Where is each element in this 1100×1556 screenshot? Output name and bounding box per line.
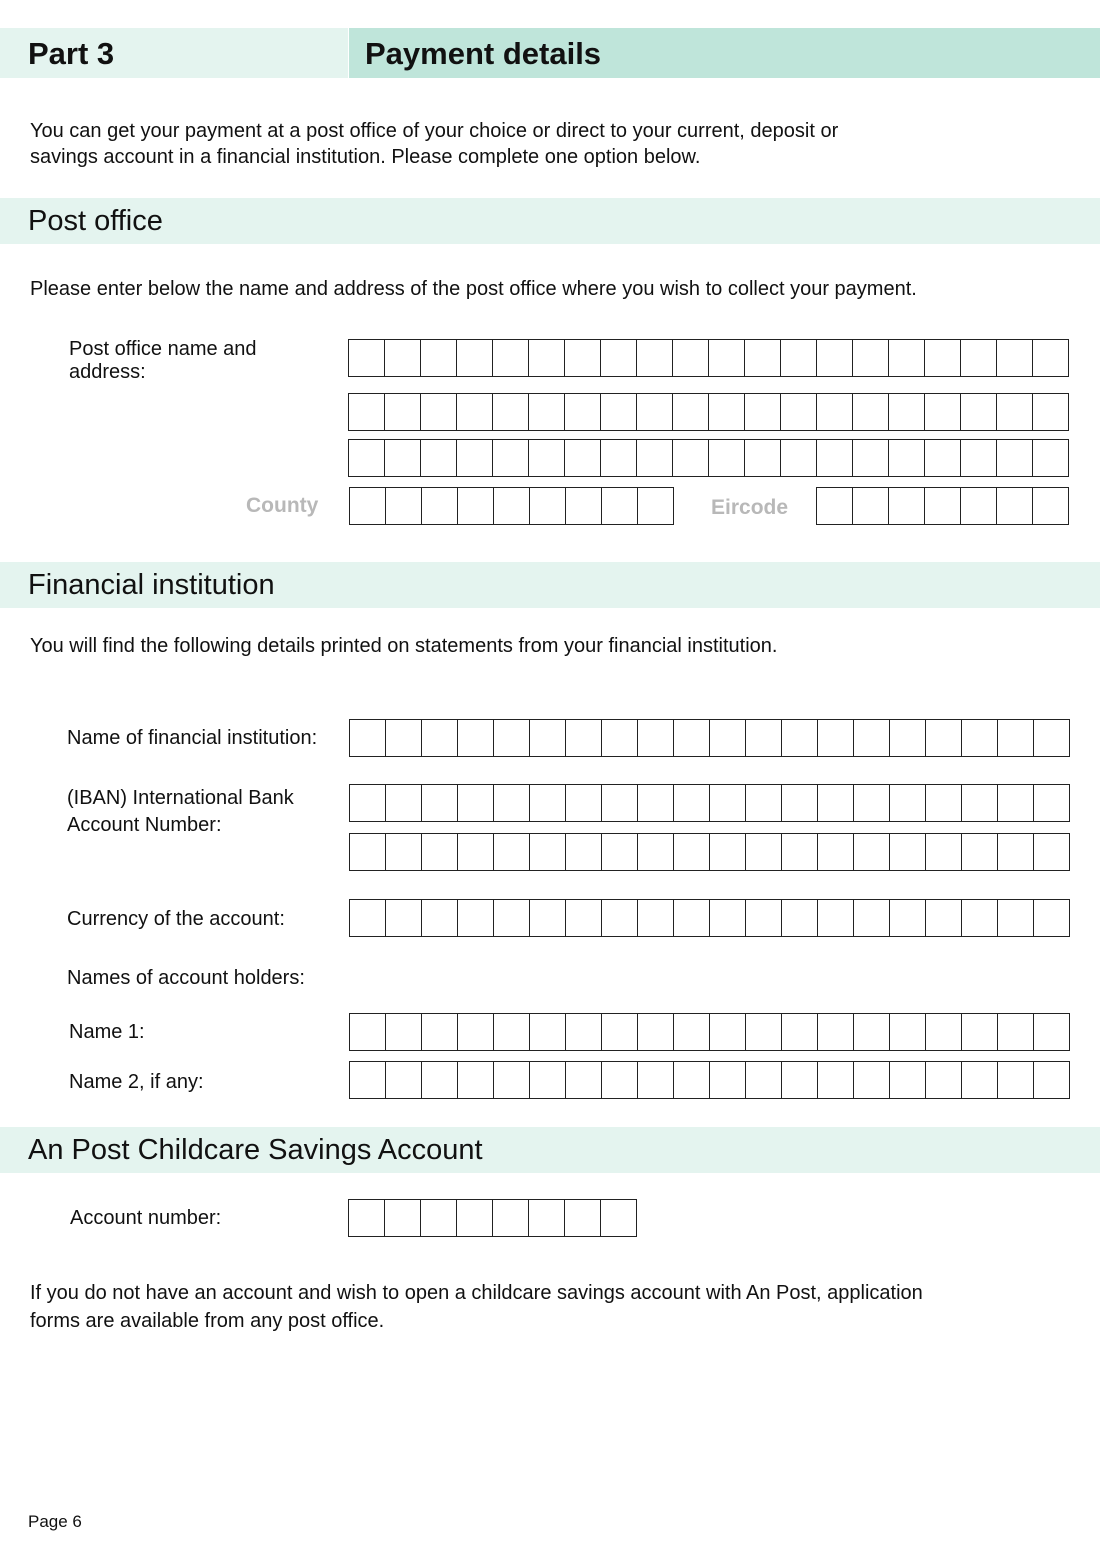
name1-field-char-box[interactable]	[962, 1014, 998, 1050]
currency-field-char-box[interactable]	[422, 900, 458, 936]
iban-field-line-1[interactable]	[349, 784, 1070, 822]
financial-name-field-char-box[interactable]	[818, 720, 854, 756]
intro-line-1: You can get your payment at a post office of your choice or direct to your current, deposit or	[30, 120, 839, 142]
eircode-field[interactable]	[816, 487, 1069, 525]
name2-field-char-box[interactable]	[818, 1062, 854, 1098]
post-office-address-line-2-char-box[interactable]	[961, 394, 997, 430]
post-office-address-line-1-char-box[interactable]	[349, 340, 385, 376]
post-office-address-line-2-char-box[interactable]	[889, 394, 925, 430]
post-office-address-line-3-char-box[interactable]	[349, 440, 385, 476]
post-office-address-line-1-char-box[interactable]	[781, 340, 817, 376]
post-office-address-line-2[interactable]	[348, 393, 1069, 431]
currency-field-char-box[interactable]	[530, 900, 566, 936]
eircode-field-char-box[interactable]	[997, 488, 1033, 524]
post-office-address-line-3-char-box[interactable]	[853, 440, 889, 476]
iban-field-line-2-char-box[interactable]	[674, 834, 710, 870]
currency-field-char-box[interactable]	[602, 900, 638, 936]
childcare-note-line-2: forms are available from any post office.	[30, 1310, 385, 1332]
financial-name-field-char-box[interactable]	[386, 720, 422, 756]
childcare-account-field-char-box[interactable]	[385, 1200, 421, 1236]
childcare-account-field-char-box[interactable]	[493, 1200, 529, 1236]
financial-name-field-char-box[interactable]	[494, 720, 530, 756]
iban-field-line-2-char-box[interactable]	[602, 834, 638, 870]
childcare-account-field-char-box[interactable]	[529, 1200, 565, 1236]
name1-field-char-box[interactable]	[854, 1014, 890, 1050]
post-office-address-line-3-char-box[interactable]	[781, 440, 817, 476]
county-field-char-box[interactable]	[638, 488, 674, 524]
eircode-field-char-box[interactable]	[1033, 488, 1069, 524]
post-office-address-line-1-char-box[interactable]	[637, 340, 673, 376]
name2-field-char-box[interactable]	[1034, 1062, 1070, 1098]
post-office-address-line-2-char-box[interactable]	[853, 394, 889, 430]
iban-field-line-1-char-box[interactable]	[710, 785, 746, 821]
financial-name-field-char-box[interactable]	[602, 720, 638, 756]
iban-field-line-1-char-box[interactable]	[566, 785, 602, 821]
name2-label: Name 2, if any:	[69, 1071, 204, 1093]
name2-field-char-box[interactable]	[458, 1062, 494, 1098]
financial-name-field-char-box[interactable]	[962, 720, 998, 756]
post-office-address-line-2-char-box[interactable]	[925, 394, 961, 430]
intro-line-2: savings account in a financial institution. Please complete one option below.	[30, 146, 701, 168]
iban-label-line-1: (IBAN) International Bank	[67, 787, 294, 809]
post-office-address-line-1-char-box[interactable]	[709, 340, 745, 376]
eircode-field-char-box[interactable]	[889, 488, 925, 524]
name2-field-char-box[interactable]	[350, 1062, 386, 1098]
iban-field-line-2-char-box[interactable]	[566, 834, 602, 870]
name2-field-char-box[interactable]	[962, 1062, 998, 1098]
name2-field-char-box[interactable]	[386, 1062, 422, 1098]
name2-field-char-box[interactable]	[422, 1062, 458, 1098]
financial-name-field-char-box[interactable]	[710, 720, 746, 756]
iban-field-line-1-char-box[interactable]	[386, 785, 422, 821]
post-office-address-line-1-char-box[interactable]	[997, 340, 1033, 376]
name2-field[interactable]	[349, 1061, 1070, 1099]
financial-name-label: Name of financial institution:	[67, 727, 318, 749]
name2-field-char-box[interactable]	[746, 1062, 782, 1098]
financial-name-field-char-box[interactable]	[782, 720, 818, 756]
iban-field-line-1-char-box[interactable]	[998, 785, 1034, 821]
post-office-address-line-3-char-box[interactable]	[961, 440, 997, 476]
iban-field-line-1-char-box[interactable]	[962, 785, 998, 821]
currency-field-char-box[interactable]	[746, 900, 782, 936]
iban-field-line-2-char-box[interactable]	[638, 834, 674, 870]
financial-heading: Financial institution	[28, 569, 275, 601]
financial-instruction: You will find the following details printed on statements from your financial institution.	[30, 635, 778, 657]
name1-field-char-box[interactable]	[422, 1014, 458, 1050]
post-office-address-line-1-char-box[interactable]	[565, 340, 601, 376]
iban-field-line-2-char-box[interactable]	[422, 834, 458, 870]
post-office-address-line-1-char-box[interactable]	[457, 340, 493, 376]
post-office-address-line-3-char-box[interactable]	[457, 440, 493, 476]
post-office-address-line-2-char-box[interactable]	[637, 394, 673, 430]
post-office-address-line-3-char-box[interactable]	[1033, 440, 1069, 476]
financial-name-field-char-box[interactable]	[638, 720, 674, 756]
financial-name-field-char-box[interactable]	[1034, 720, 1070, 756]
post-office-address-line-1-char-box[interactable]	[817, 340, 853, 376]
name1-field-char-box[interactable]	[494, 1014, 530, 1050]
eircode-field-char-box[interactable]	[925, 488, 961, 524]
post-office-address-line-3-char-box[interactable]	[421, 440, 457, 476]
county-label: County	[246, 494, 319, 517]
iban-field-line-1-char-box[interactable]	[746, 785, 782, 821]
currency-field-char-box[interactable]	[566, 900, 602, 936]
post-office-label-line-1: Post office name and	[69, 338, 257, 360]
iban-field-line-1-char-box[interactable]	[674, 785, 710, 821]
post-office-address-line-1-char-box[interactable]	[601, 340, 637, 376]
page-title: Payment details	[365, 36, 602, 71]
post-office-address-line-1-char-box[interactable]	[853, 340, 889, 376]
currency-label: Currency of the account:	[67, 908, 285, 930]
currency-field-char-box[interactable]	[890, 900, 926, 936]
post-office-address-line-2-char-box[interactable]	[349, 394, 385, 430]
iban-field-line-2[interactable]	[349, 833, 1070, 871]
iban-field-line-2-char-box[interactable]	[350, 834, 386, 870]
iban-field-line-2-char-box[interactable]	[962, 834, 998, 870]
name1-field[interactable]	[349, 1013, 1070, 1051]
county-field-char-box[interactable]	[386, 488, 422, 524]
name1-field-char-box[interactable]	[710, 1014, 746, 1050]
financial-name-field-char-box[interactable]	[530, 720, 566, 756]
childcare-account-field-char-box[interactable]	[421, 1200, 457, 1236]
iban-field-line-2-char-box[interactable]	[458, 834, 494, 870]
name1-field-char-box[interactable]	[386, 1014, 422, 1050]
iban-label	[67, 785, 294, 839]
part-title-cell	[349, 28, 1100, 78]
post-office-address-line-3-char-box[interactable]	[565, 440, 601, 476]
childcare-account-field-char-box[interactable]	[601, 1200, 637, 1236]
financial-name-field-char-box[interactable]	[746, 720, 782, 756]
name2-field-char-box[interactable]	[998, 1062, 1034, 1098]
name1-label: Name 1:	[69, 1021, 145, 1043]
currency-field-char-box[interactable]	[350, 900, 386, 936]
financial-name-field-char-box[interactable]	[926, 720, 962, 756]
currency-field-char-box[interactable]	[926, 900, 962, 936]
childcare-note-line-1: If you do not have an account and wish to open a childcare savings account with An Post, application	[30, 1282, 923, 1304]
name1-field-char-box[interactable]	[674, 1014, 710, 1050]
post-office-address-line-1-char-box[interactable]	[529, 340, 565, 376]
iban-field-line-1-char-box[interactable]	[1034, 785, 1070, 821]
part-label-cell	[0, 28, 348, 78]
post-office-address-line-1-char-box[interactable]	[421, 340, 457, 376]
post-office-address-line-3-char-box[interactable]	[745, 440, 781, 476]
post-office-address-line-3-char-box[interactable]	[493, 440, 529, 476]
post-office-address-line-3-char-box[interactable]	[385, 440, 421, 476]
post-office-address-line-3-char-box[interactable]	[673, 440, 709, 476]
currency-field-char-box[interactable]	[962, 900, 998, 936]
post-office-label-line-2: address:	[69, 361, 146, 383]
post-office-name-address-label	[69, 338, 257, 384]
name1-field-char-box[interactable]	[782, 1014, 818, 1050]
post-office-address-line-2-char-box[interactable]	[709, 394, 745, 430]
name1-field-char-box[interactable]	[458, 1014, 494, 1050]
currency-field-char-box[interactable]	[998, 900, 1034, 936]
name1-field-char-box[interactable]	[638, 1014, 674, 1050]
iban-field-line-1-char-box[interactable]	[926, 785, 962, 821]
post-office-address-line-2-char-box[interactable]	[817, 394, 853, 430]
post-office-address-line-2-char-box[interactable]	[421, 394, 457, 430]
iban-field-line-2-char-box[interactable]	[710, 834, 746, 870]
eircode-label: Eircode	[711, 496, 789, 519]
name1-field-char-box[interactable]	[890, 1014, 926, 1050]
childcare-account-field-char-box[interactable]	[349, 1200, 385, 1236]
post-office-address-line-2-char-box[interactable]	[493, 394, 529, 430]
county-field-char-box[interactable]	[602, 488, 638, 524]
childcare-section-header	[0, 1127, 1100, 1173]
post-office-address-line-1-char-box[interactable]	[1033, 340, 1069, 376]
post-office-address-line-3-char-box[interactable]	[601, 440, 637, 476]
post-office-address-line-3-char-box[interactable]	[709, 440, 745, 476]
iban-field-line-2-char-box[interactable]	[782, 834, 818, 870]
iban-field-line-2-char-box[interactable]	[746, 834, 782, 870]
eircode-field-char-box[interactable]	[817, 488, 853, 524]
iban-field-line-2-char-box[interactable]	[386, 834, 422, 870]
iban-field-line-1-char-box[interactable]	[890, 785, 926, 821]
name2-field-char-box[interactable]	[566, 1062, 602, 1098]
iban-field-line-1-char-box[interactable]	[782, 785, 818, 821]
currency-field-char-box[interactable]	[710, 900, 746, 936]
financial-name-field-char-box[interactable]	[566, 720, 602, 756]
post-office-address-line-2-char-box[interactable]	[997, 394, 1033, 430]
iban-field-line-2-char-box[interactable]	[530, 834, 566, 870]
iban-field-line-2-char-box[interactable]	[494, 834, 530, 870]
iban-field-line-1-char-box[interactable]	[530, 785, 566, 821]
iban-field-line-2-char-box[interactable]	[1034, 834, 1070, 870]
currency-field-char-box[interactable]	[638, 900, 674, 936]
iban-field-line-1-char-box[interactable]	[350, 785, 386, 821]
name1-field-char-box[interactable]	[818, 1014, 854, 1050]
iban-field-line-2-char-box[interactable]	[818, 834, 854, 870]
name1-field-char-box[interactable]	[998, 1014, 1034, 1050]
name2-field-char-box[interactable]	[530, 1062, 566, 1098]
iban-field-line-1-char-box[interactable]	[422, 785, 458, 821]
currency-field-char-box[interactable]	[782, 900, 818, 936]
currency-field-char-box[interactable]	[386, 900, 422, 936]
name1-field-char-box[interactable]	[1034, 1014, 1070, 1050]
iban-field-line-1-char-box[interactable]	[854, 785, 890, 821]
post-office-address-line-2-char-box[interactable]	[745, 394, 781, 430]
county-field-char-box[interactable]	[566, 488, 602, 524]
name2-field-char-box[interactable]	[638, 1062, 674, 1098]
name1-field-char-box[interactable]	[350, 1014, 386, 1050]
name1-field-char-box[interactable]	[746, 1014, 782, 1050]
county-field-char-box[interactable]	[494, 488, 530, 524]
name2-field-char-box[interactable]	[494, 1062, 530, 1098]
name2-field-char-box[interactable]	[854, 1062, 890, 1098]
financial-name-field-char-box[interactable]	[350, 720, 386, 756]
post-office-address-line-3-char-box[interactable]	[637, 440, 673, 476]
post-office-address-line-1-char-box[interactable]	[925, 340, 961, 376]
name1-field-char-box[interactable]	[926, 1014, 962, 1050]
page-number: Page 6	[28, 1512, 82, 1531]
name2-field-char-box[interactable]	[782, 1062, 818, 1098]
post-office-address-line-1-char-box[interactable]	[385, 340, 421, 376]
childcare-account-field-char-box[interactable]	[457, 1200, 493, 1236]
currency-field-char-box[interactable]	[854, 900, 890, 936]
financial-name-field-char-box[interactable]	[458, 720, 494, 756]
post-office-address-line-2-char-box[interactable]	[529, 394, 565, 430]
post-office-address-line-1-char-box[interactable]	[745, 340, 781, 376]
post-office-address-line-3-char-box[interactable]	[925, 440, 961, 476]
iban-field-line-1-char-box[interactable]	[818, 785, 854, 821]
iban-label-line-2: Account Number:	[67, 814, 222, 836]
financial-name-field-char-box[interactable]	[422, 720, 458, 756]
childcare-heading: An Post Childcare Savings Account	[28, 1134, 483, 1166]
currency-field[interactable]	[349, 899, 1070, 937]
childcare-account-field-char-box[interactable]	[565, 1200, 601, 1236]
post-office-address-line-1[interactable]	[348, 339, 1069, 377]
iban-field-line-2-char-box[interactable]	[926, 834, 962, 870]
name2-field-char-box[interactable]	[890, 1062, 926, 1098]
post-office-address-line-2-char-box[interactable]	[673, 394, 709, 430]
post-office-address-line-3-char-box[interactable]	[817, 440, 853, 476]
county-field-char-box[interactable]	[350, 488, 386, 524]
post-office-address-line-2-char-box[interactable]	[781, 394, 817, 430]
iban-field-line-1-char-box[interactable]	[638, 785, 674, 821]
currency-field-char-box[interactable]	[674, 900, 710, 936]
account-holders-label: Names of account holders:	[67, 967, 305, 989]
county-field[interactable]	[349, 487, 674, 525]
post-office-heading: Post office	[28, 205, 163, 237]
post-office-address-line-1-char-box[interactable]	[673, 340, 709, 376]
post-office-address-line-3-char-box[interactable]	[529, 440, 565, 476]
post-office-address-line-3-char-box[interactable]	[997, 440, 1033, 476]
name1-field-char-box[interactable]	[566, 1014, 602, 1050]
currency-field-char-box[interactable]	[1034, 900, 1070, 936]
name2-field-char-box[interactable]	[710, 1062, 746, 1098]
name1-field-char-box[interactable]	[602, 1014, 638, 1050]
post-office-address-line-1-char-box[interactable]	[493, 340, 529, 376]
post-office-address-line-2-char-box[interactable]	[457, 394, 493, 430]
post-office-address-line-2-char-box[interactable]	[385, 394, 421, 430]
part-label: Part 3	[28, 36, 115, 71]
iban-field-line-2-char-box[interactable]	[854, 834, 890, 870]
eircode-field-char-box[interactable]	[961, 488, 997, 524]
currency-field-char-box[interactable]	[458, 900, 494, 936]
financial-name-field[interactable]	[349, 719, 1070, 757]
post-office-address-line-2-char-box[interactable]	[565, 394, 601, 430]
name2-field-char-box[interactable]	[674, 1062, 710, 1098]
financial-section-header	[0, 562, 1100, 608]
childcare-account-field[interactable]	[348, 1199, 637, 1237]
currency-field-char-box[interactable]	[494, 900, 530, 936]
childcare-note	[30, 1279, 923, 1335]
post-office-address-line-2-char-box[interactable]	[1033, 394, 1069, 430]
financial-name-field-char-box[interactable]	[854, 720, 890, 756]
childcare-account-label: Account number:	[70, 1207, 222, 1229]
county-field-char-box[interactable]	[458, 488, 494, 524]
financial-name-field-char-box[interactable]	[890, 720, 926, 756]
intro-text	[30, 118, 838, 170]
iban-field-line-2-char-box[interactable]	[890, 834, 926, 870]
post-office-address-line-2-char-box[interactable]	[601, 394, 637, 430]
county-field-char-box[interactable]	[422, 488, 458, 524]
financial-name-field-char-box[interactable]	[998, 720, 1034, 756]
post-office-address-line-1-char-box[interactable]	[961, 340, 997, 376]
post-office-address-line-1-char-box[interactable]	[889, 340, 925, 376]
name1-field-char-box[interactable]	[530, 1014, 566, 1050]
eircode-field-char-box[interactable]	[853, 488, 889, 524]
county-field-char-box[interactable]	[530, 488, 566, 524]
post-office-address-line-3-char-box[interactable]	[889, 440, 925, 476]
part-header	[0, 28, 1100, 78]
post-office-address-line-3[interactable]	[348, 439, 1069, 477]
name2-field-char-box[interactable]	[926, 1062, 962, 1098]
post-office-instruction: Please enter below the name and address of the post office where you wish to collect your payment.	[30, 278, 917, 300]
iban-field-line-1-char-box[interactable]	[494, 785, 530, 821]
iban-field-line-1-char-box[interactable]	[458, 785, 494, 821]
currency-field-char-box[interactable]	[818, 900, 854, 936]
post-office-section-header	[0, 198, 1100, 244]
name2-field-char-box[interactable]	[602, 1062, 638, 1098]
iban-field-line-1-char-box[interactable]	[602, 785, 638, 821]
iban-field-line-2-char-box[interactable]	[998, 834, 1034, 870]
financial-name-field-char-box[interactable]	[674, 720, 710, 756]
